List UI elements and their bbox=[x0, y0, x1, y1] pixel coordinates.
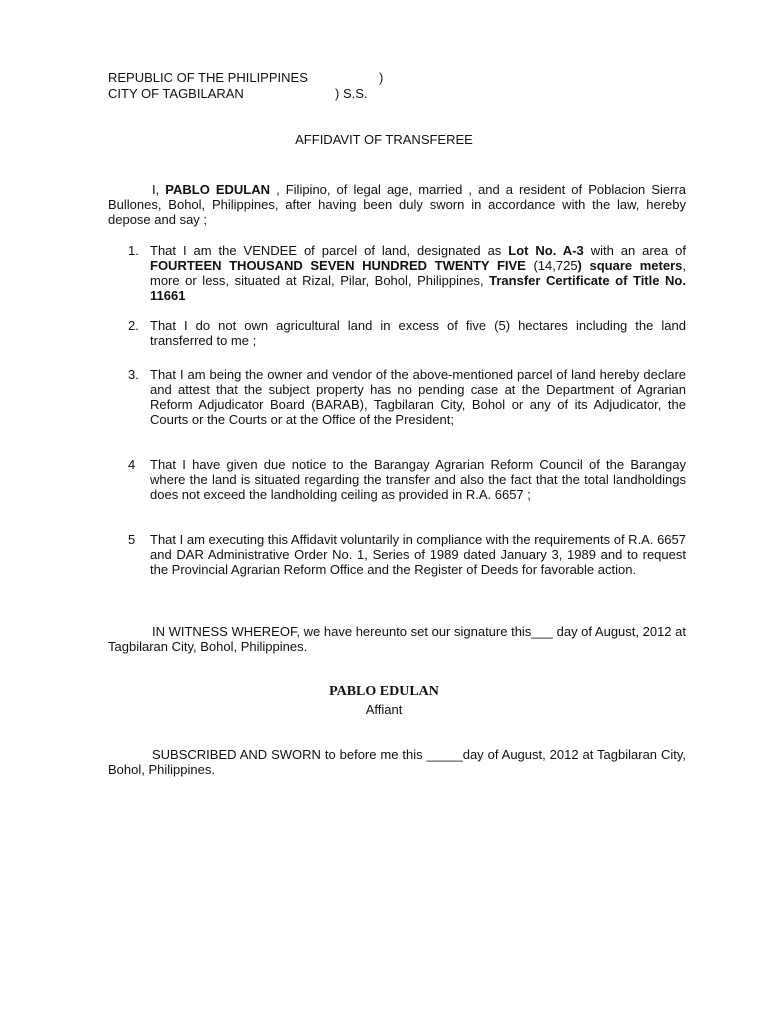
item-text: That I am being the owner and vendor of the above-mentioned parcel of land hereby declare and attest that the subject property has no pending case at the Department of Agrarian Reform Adjudicator Board (BARAB), Tagbilaran City, Bohol or any of its Adjudicator, the Courts or the Courts or at the Office of the President; bbox=[150, 367, 686, 427]
affiant-name: PABLO EDULAN bbox=[329, 684, 439, 699]
area-words: FOURTEEN THOUSAND SEVEN HUNDRED TWENTY FIVE bbox=[150, 258, 526, 273]
item-number: 2. bbox=[128, 318, 139, 333]
venue-line-republic bbox=[108, 70, 408, 86]
document-title: AFFIDAVIT OF TRANSFEREE bbox=[295, 132, 473, 147]
venue-line-city bbox=[108, 86, 408, 102]
affiant-name-inline: PABLO EDULAN bbox=[165, 182, 271, 197]
item-number: 3. bbox=[128, 367, 139, 382]
witness-text: IN WITNESS WHEREOF, we have hereunto set our signature this___ day of August, 2012 at Tagbilaran City, Bohol, Philippines. bbox=[108, 624, 686, 654]
area-figure: (14,725 bbox=[525, 258, 578, 273]
jurat-paragraph bbox=[108, 747, 686, 777]
item-text: That I do not own agricultural land in excess of five (5) hectares including the land transferred to me ; bbox=[150, 318, 686, 348]
item-number: 1. bbox=[128, 243, 139, 258]
item1-location: , more or less, situated at Rizal, Pilar, Bohol, Philippines, bbox=[150, 258, 686, 288]
item-number: 5 bbox=[128, 532, 136, 547]
item-number: 4 bbox=[128, 457, 136, 472]
title-number: Transfer Certificate of Title No. 11661 bbox=[150, 273, 686, 303]
area-unit: ) square meters bbox=[577, 258, 683, 273]
intro-prefix: I, bbox=[152, 182, 160, 197]
item-text bbox=[150, 243, 686, 303]
venue-republic-text: REPUBLIC OF THE PHILIPPINES bbox=[108, 70, 308, 85]
venue-block bbox=[108, 70, 408, 102]
venue-city-text: CITY OF TAGBILARAN bbox=[108, 86, 244, 101]
lot-number: Lot No. A-3 bbox=[508, 243, 584, 258]
venue-city-paren: ) S.S. bbox=[335, 86, 368, 101]
affiant-label: Affiant bbox=[365, 702, 403, 717]
jurat-text: SUBSCRIBED AND SWORN to before me this _____day of August, 2012 at Tagbilaran City, Bohol, Philippines. bbox=[108, 747, 686, 777]
item1-text-a: That I am the VENDEE of parcel of land, designated as bbox=[150, 243, 509, 258]
witness-paragraph bbox=[108, 624, 686, 654]
venue-republic-paren: ) bbox=[379, 70, 384, 85]
item-text: That I have given due notice to the Barangay Agrarian Reform Council of the Barangay where the land is situated regarding the transfer and also the fact that the total landholdings does not exceed the landholding ceiling as provided in R.A. 6657 ; bbox=[150, 457, 686, 502]
item-text: That I am executing this Affidavit voluntarily in compliance with the requirements of R.A. 6657 and DAR Administrative Order No. 1, Series of 1989 dated January 3, 1989 and to request the Provincial Agrarian Reform Office and the Register of Deeds for favorable action. bbox=[150, 532, 686, 577]
intro-rest: , Filipino, of legal age, married , and a resident of Poblacion Sierra Bullones, Bohol, Philippines, after having been duly sworn in accordance with the law, hereby depose and say ; bbox=[108, 182, 686, 227]
item1-text-c: with an area of bbox=[583, 243, 686, 258]
intro-paragraph bbox=[108, 182, 686, 227]
